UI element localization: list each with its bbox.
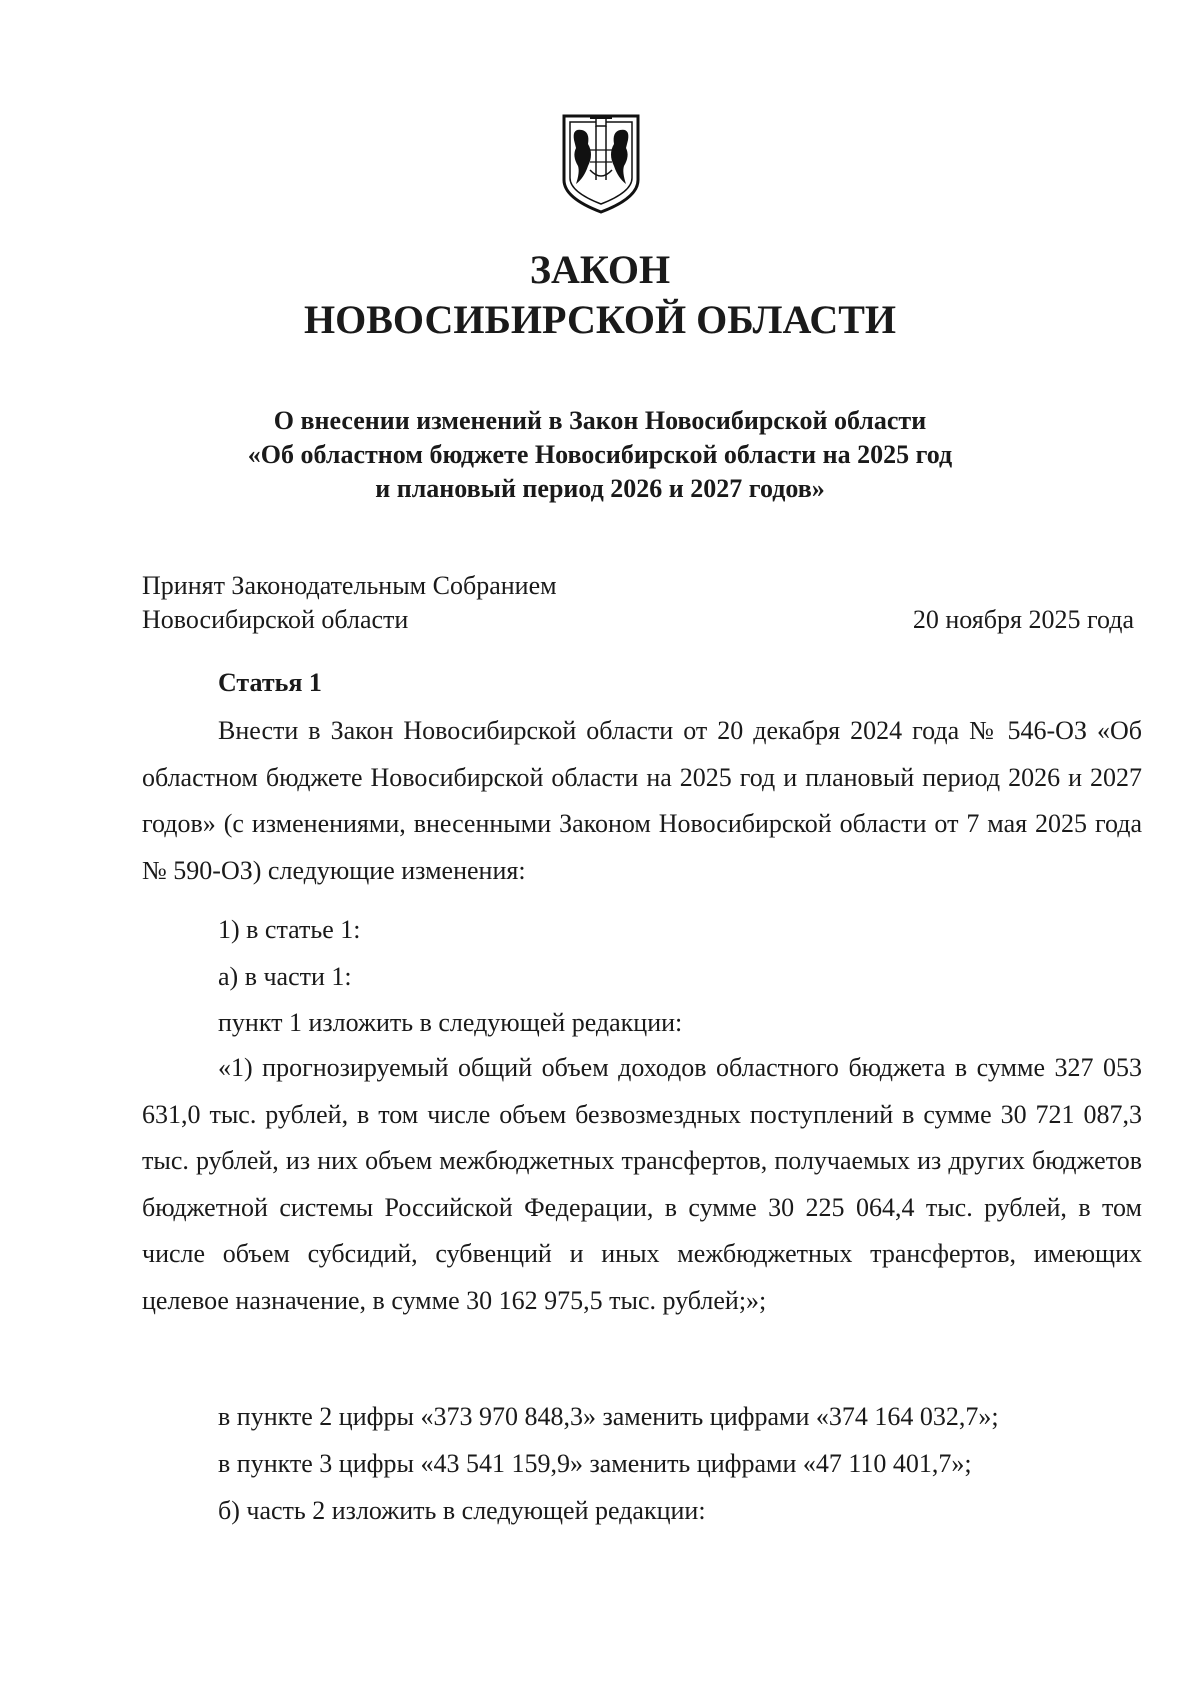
item-1b: б) часть 2 изложить в следующей редакции: bbox=[218, 1496, 706, 1525]
item-1: 1) в статье 1: bbox=[218, 915, 361, 944]
article-intro-paragraph: Внести в Закон Новосибирской области от 20 декабря 2024 года № 546-ОЗ «Об областном бюджете Новосибирской области на 2025 год и плановый период 2026 и 2027 годов» (с изменениями, внесенными Законом Новосибирской области от 7 мая 2025 года № 590-ОЗ) следующие изменения: bbox=[142, 716, 1142, 885]
item-1a: а) в части 1: bbox=[218, 962, 352, 991]
point-1-text-paragraph: «1) прогнозируемый общий объем доходов областного бюджета в сумме 327 053 631,0 тыс. рублей, в том числе объем безвозмездных поступлений в сумме 30 721 087,3 тыс. рублей, из них объем межбюджетных трансфертов, получаемых из других бюджетов бюджетной системы Российской Федерации, в сумме 30 225 064,4 тыс. рублей, в том числе объем субсидий, субвенций и иных межбюджетных трансфертов, имеющих целевое назначение, в сумме 30 162 975,5 тыс. рублей;»; bbox=[142, 1053, 1142, 1315]
article-title: Статья 1 bbox=[218, 668, 322, 697]
point-3-change: в пункте 3 цифры «43 541 159,9» заменить цифрами «47 110 401,7»; bbox=[218, 1449, 972, 1478]
adopted-by-line1: Принят Законодательным Собранием bbox=[142, 571, 557, 600]
document-title-line2: НОВОСИБИРСКОЙ ОБЛАСТИ bbox=[303, 297, 897, 342]
subject-line1: О внесении изменений в Закон Новосибирской области bbox=[273, 406, 927, 435]
subject-line3: и плановый период 2026 и 2027 годов» bbox=[375, 474, 825, 503]
point-2-change: в пункте 2 цифры «373 970 848,3» заменить цифрами «374 164 032,7»; bbox=[218, 1402, 999, 1431]
coat-of-arms-emblem bbox=[560, 110, 642, 214]
adoption-date: 20 ноября 2025 года bbox=[912, 605, 1134, 634]
document-title-line1: ЗАКОН bbox=[529, 247, 671, 292]
subject-line2: «Об областном бюджете Новосибирской области на 2025 год bbox=[247, 440, 953, 469]
point-1-instruction: пункт 1 изложить в следующей редакции: bbox=[218, 1008, 683, 1037]
adopted-by-line2: Новосибирской области bbox=[142, 605, 409, 634]
